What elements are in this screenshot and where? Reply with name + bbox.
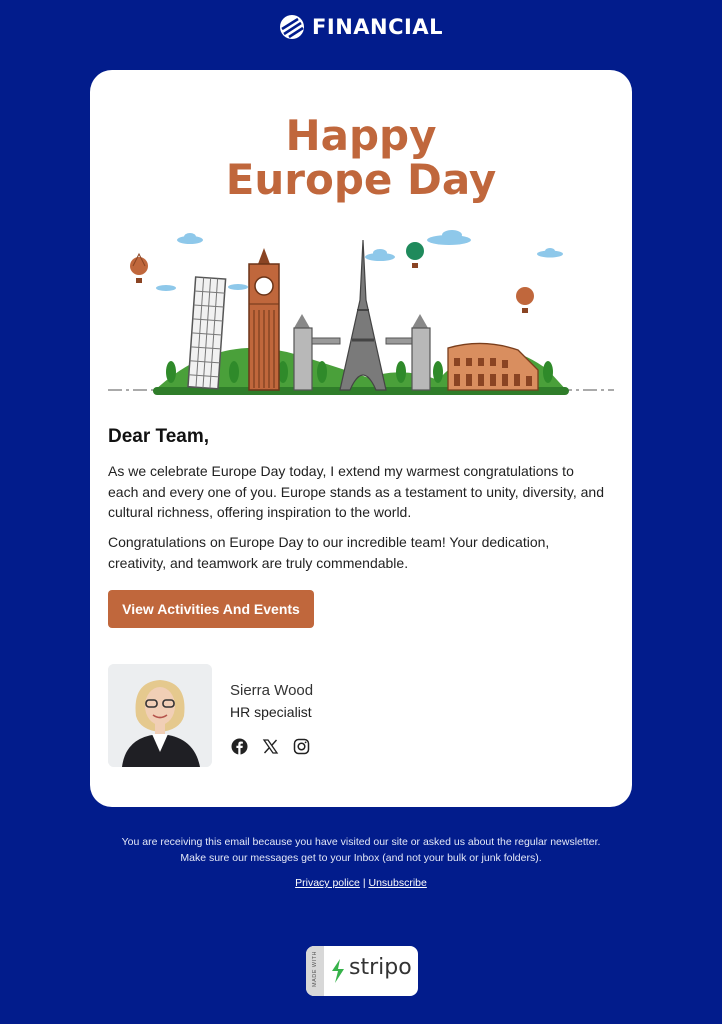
- signature-name: Sierra Wood: [230, 682, 314, 699]
- social-links: [231, 738, 310, 755]
- hero-title-line2: Europe Day: [225, 155, 497, 204]
- brand-name: FINANCIAL: [312, 15, 443, 39]
- header-logo[interactable]: [0, 14, 722, 40]
- footer-link-separator: |: [362, 877, 366, 889]
- hero-title-line1: Happy: [285, 111, 437, 160]
- avatar: [108, 664, 212, 767]
- footer-links: [0, 877, 722, 889]
- message-paragraph-1: As we celebrate Europe Day today, I extend my warmest congratulations to each and every one of you. Europe stands as a testament to unity, diversity, and cultural richness, offering inspiration to the world.: [108, 463, 604, 520]
- footer-note-line1: You are receiving this email because you have visited our site or asked us about the regular newsletter.: [121, 836, 601, 848]
- email-card: [90, 70, 632, 807]
- footer-note-line2: Make sure our messages get to your Inbox (and not your bulk or junk folders).: [180, 852, 542, 864]
- europe-landmarks-illustration: [108, 230, 614, 402]
- stripo-badge[interactable]: [306, 946, 418, 996]
- greeting: Dear Team,: [108, 426, 210, 447]
- financial-logo-icon: [279, 14, 305, 40]
- stripo-logo-icon: [330, 958, 346, 984]
- x-icon[interactable]: [262, 738, 279, 755]
- signature-role: HR specialist: [230, 704, 312, 720]
- hero-title: [90, 111, 632, 204]
- stripo-tab-text: MADE WITH: [312, 951, 318, 987]
- message-paragraph-2: Congratulations on Europe Day to our incredible team! Your dedication, creativity, and teamwork are truly commendable.: [108, 534, 550, 571]
- facebook-icon[interactable]: [231, 738, 248, 755]
- view-activities-button[interactable]: View Activities And Events: [108, 590, 314, 628]
- person-photo: [108, 664, 212, 767]
- privacy-link[interactable]: Privacy police: [295, 877, 360, 889]
- stripo-wordmark: stripo: [349, 955, 412, 980]
- unsubscribe-link[interactable]: Unsubscribe: [368, 877, 427, 889]
- stripo-badge-tab: [306, 946, 324, 996]
- instagram-icon[interactable]: [293, 738, 310, 755]
